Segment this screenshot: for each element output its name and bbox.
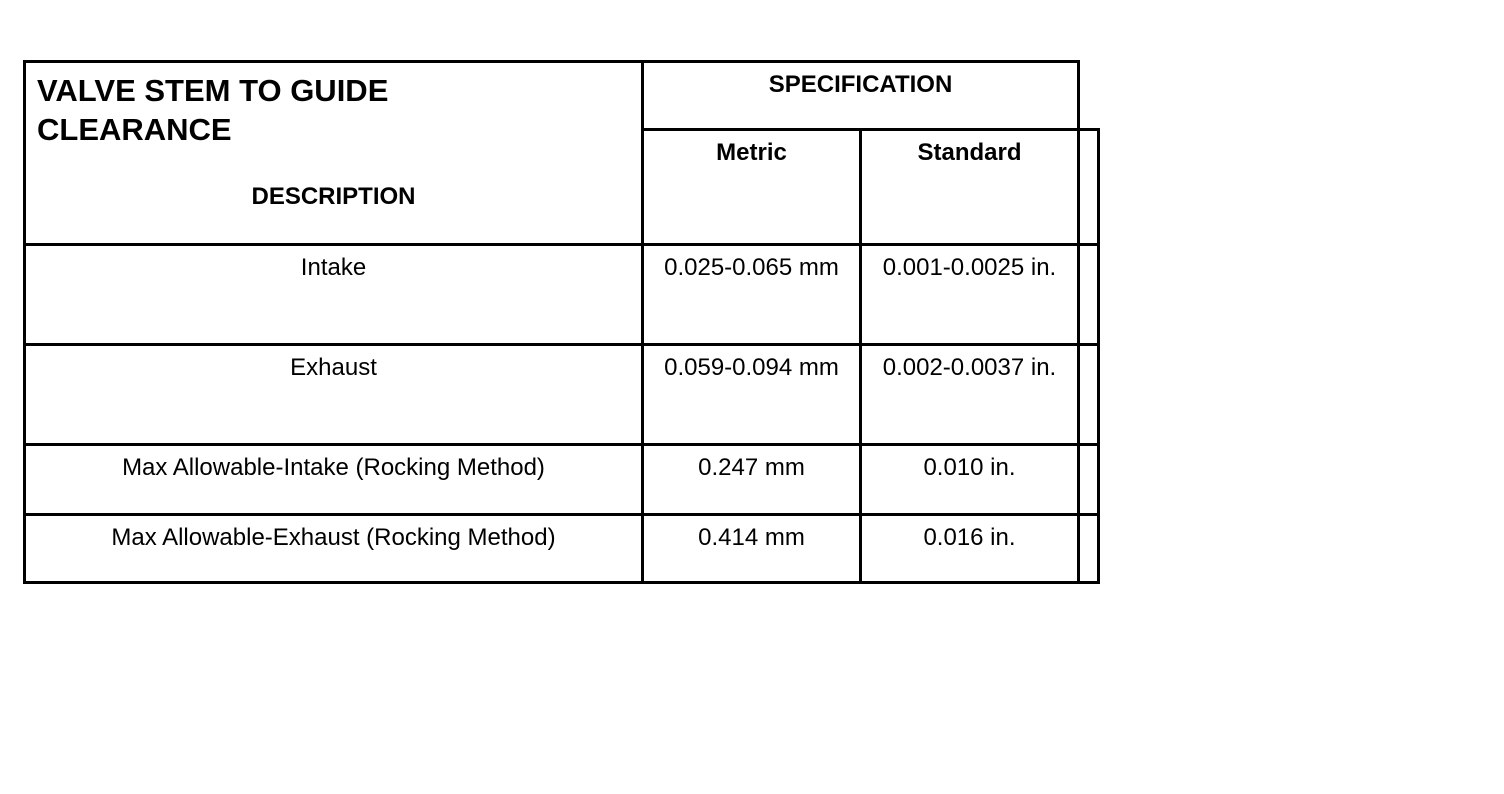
extra-column-cell: [1079, 515, 1099, 583]
row-description: Max Allowable-Exhaust (Rocking Method): [111, 524, 556, 551]
row-metric: 0.025-0.065 mm: [664, 254, 839, 281]
extra-column-cell: [1079, 345, 1099, 445]
row-description: Exhaust: [290, 354, 377, 381]
specification-header: SPECIFICATION: [643, 62, 1079, 130]
row-metric: 0.414 mm: [698, 524, 805, 551]
header-spacer: [1079, 62, 1099, 130]
valve-clearance-table: [23, 60, 1100, 584]
row-metric: 0.247 mm: [698, 454, 805, 481]
extra-column-cell: [1079, 130, 1099, 245]
row-standard: 0.016 in.: [923, 524, 1016, 551]
row-description: Max Allowable-Intake (Rocking Method): [122, 454, 545, 481]
extra-column-cell: [1079, 245, 1099, 345]
table-row: [25, 345, 1099, 445]
metric-header: Metric: [643, 130, 861, 245]
row-metric: 0.059-0.094 mm: [664, 354, 839, 381]
row-standard: 0.001-0.0025 in.: [882, 254, 1057, 281]
table-row: [25, 245, 1099, 345]
table-row: [25, 445, 1099, 515]
row-standard: 0.002-0.0037 in.: [882, 354, 1057, 381]
table-title: VALVE STEM TO GUIDE CLEARANCE: [37, 73, 389, 147]
row-description: Intake: [300, 254, 367, 281]
table-header-row: [25, 62, 1099, 130]
table-row: [25, 515, 1099, 583]
row-standard: 0.010 in.: [923, 454, 1016, 481]
standard-header: Standard: [861, 130, 1079, 245]
title-cell: [25, 62, 643, 245]
description-header: DESCRIPTION: [251, 183, 416, 210]
extra-column-cell: [1079, 445, 1099, 515]
